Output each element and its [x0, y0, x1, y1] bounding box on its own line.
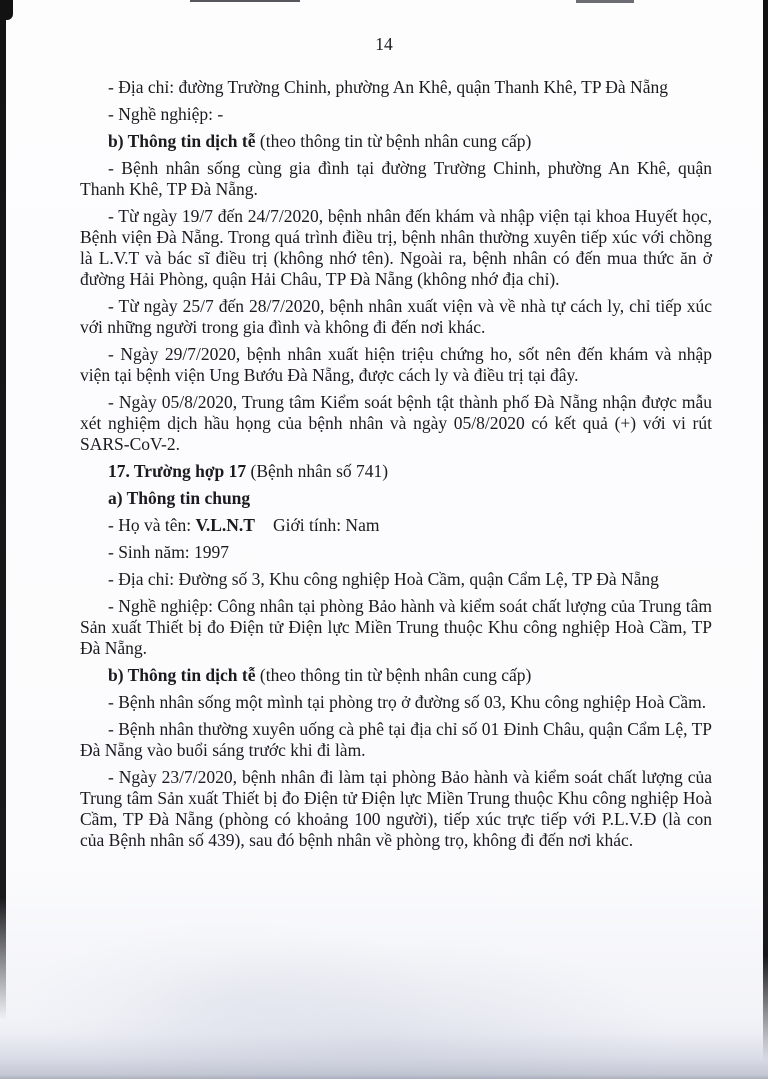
scan-edge-line-top-1 [190, 0, 300, 2]
case17-paragraph-work-contact: - Ngày 23/7/2020, bệnh nhân đi làm tại phòng Bảo hành và kiểm soát chất lượng của Trung tâm Sản xuất Thiết bị đo Điện tử Điện lực Miền Trung thuộc Khu công nghiệp Hoà Cầm, TP Đà Nẵng (phòng có khoảng 100 người), tiếp xúc trực tiếp với P.L.V.Đ (là con của Bệnh nhân số 439), sau đó bệnh nhân về phòng trọ, không đi đến nơi khác. [80, 767, 712, 850]
case17-name-value: V.L.N.T [195, 515, 255, 535]
scan-edge-bar-left [0, 0, 6, 1020]
case17-heading [80, 461, 712, 482]
case17-name-line [80, 515, 712, 536]
case16-paragraph-test-result: - Ngày 05/8/2020, Trung tâm Kiểm soát bệnh tật thành phố Đà Nẵng nhận được mẫu xét nghiệm dịch hầu họng của bệnh nhân và ngày 05/8/2020 có kết quả (+) với vi rút SARS-CoV-2. [80, 392, 712, 454]
document-content [80, 77, 712, 851]
case16-address: - Địa chỉ: đường Trường Chinh, phường An Khê, quận Thanh Khê, TP Đà Nẵng [108, 77, 668, 97]
scan-edge-bar-right [763, 0, 768, 1062]
case17-epi-heading-rest: (theo thông tin từ bệnh nhân cung cấp) [255, 665, 532, 685]
case17-info-heading: a) Thông tin chung [108, 488, 251, 508]
case16-epi-heading-rest: (theo thông tin từ bệnh nhân cung cấp) [255, 131, 532, 151]
case17-heading-bold: 17. Trường hợp 17 [108, 461, 247, 481]
case16-paragraph-self-isolation: - Từ ngày 25/7 đến 28/7/2020, bệnh nhân xuất viện và về nhà tự cách ly, chỉ tiếp xúc với những người trong gia đình và không đi đến nơi khác. [80, 296, 712, 337]
case16-paragraph-hospital-visit: - Từ ngày 19/7 đến 24/7/2020, bệnh nhân đến khám và nhập viện tại khoa Huyết học, Bệnh viện Đà Nẵng. Trong quá trình điều trị, bệnh nhân thường xuyên tiếp xúc với chồng là L.V.T và bác sĩ điều trị (không nhớ tên). Ngoài ra, bệnh nhân có đến mua thức ăn ở đường Hải Phòng, quận Hải Châu, TP Đà Nẵng (không nhớ địa chỉ). [80, 206, 712, 289]
case17-paragraph-residence: - Bệnh nhân sống một mình tại phòng trọ ở đường số 03, Khu công nghiệp Hoà Cầm. [108, 692, 707, 712]
page-number: 14 [375, 34, 393, 54]
case17-gender: Giới tính: Nam [272, 515, 380, 535]
case17-heading-rest: (Bệnh nhân số 741) [246, 461, 389, 481]
scan-edge-line-top-2 [576, 0, 634, 3]
scan-bottom-shadow [0, 1033, 768, 1079]
case17-epi-heading [80, 665, 712, 686]
scan-edge-notch-topleft [0, 0, 13, 20]
case16-paragraph-symptoms: - Ngày 29/7/2020, bệnh nhân xuất hiện triệu chứng ho, sốt nên đến khám và nhập viện tại bệnh viện Ung Bướu Đà Nẵng, được cách ly và điều trị tại đây. [80, 344, 712, 385]
case17-birth-year: - Sinh năm: 1997 [108, 542, 230, 562]
case16-paragraph-residence: - Bệnh nhân sống cùng gia đình tại đường Trường Chinh, phường An Khê, quận Thanh Khê, TP Đà Nẵng. [80, 158, 712, 199]
case16-epi-heading-bold: b) Thông tin dịch tễ [108, 131, 256, 151]
case17-paragraph-coffee: - Bệnh nhân thường xuyên uống cà phê tại địa chỉ số 01 Đinh Châu, quận Cẩm Lệ, TP Đà Nẵng vào buổi sáng trước khi đi làm. [80, 719, 712, 760]
case17-epi-heading-bold: b) Thông tin dịch tễ [108, 665, 256, 685]
case17-occupation: - Nghề nghiệp: Công nhân tại phòng Bảo hành và kiểm soát chất lượng của Trung tâm Sản xuất Thiết bị đo Điện tử Điện lực Miền Trung thuộc Khu công nghiệp Hoà Cầm, TP Đà Nẵng. [80, 596, 712, 658]
case17-name-label: - Họ và tên: [108, 515, 196, 535]
case16-occupation: - Nghề nghiệp: - [108, 104, 224, 124]
case17-address: - Địa chỉ: Đường số 3, Khu công nghiệp Hoà Cầm, quận Cẩm Lệ, TP Đà Nẵng [108, 569, 659, 589]
case16-epi-heading [80, 131, 712, 152]
